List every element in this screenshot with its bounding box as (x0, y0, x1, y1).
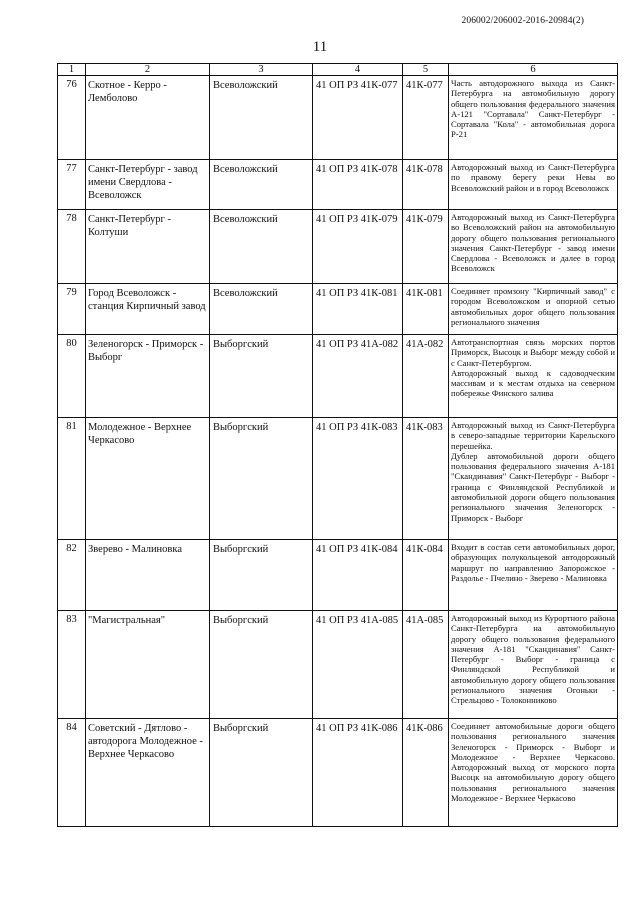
table-row (58, 76, 618, 160)
description-paragraph: Часть автодорожного выхода из Санкт-Петербурга на автомобильную дорогу общего пользования федерального значения А-121 "Сортавала" Санкт-Петербург - Сортавала "Кола" - автомобильная дорога Р-21 (451, 78, 615, 140)
id-number: 41 ОП РЗ 41К-079 (313, 210, 403, 284)
road-description (449, 418, 618, 540)
table-row (58, 611, 618, 719)
row-number: 76 (58, 76, 86, 160)
id-number: 41 ОП РЗ 41А-085 (313, 611, 403, 719)
row-number: 78 (58, 210, 86, 284)
description-paragraph: Соединяет промзону "Кирпичный завод" с городом Всеволожском и опорной сетью автомобильных дорог общего пользования регионального значения (451, 286, 615, 327)
road-description (449, 210, 618, 284)
road-name: Зеленогорск - Приморск - Выборг (86, 335, 210, 418)
road-code: 41А-085 (403, 611, 449, 719)
road-description (449, 76, 618, 160)
id-number: 41 ОП РЗ 41К-077 (313, 76, 403, 160)
road-name: Молодежное - Верхнее Черкасово (86, 418, 210, 540)
col-header-1: 1 (58, 64, 86, 76)
description-paragraph: Соединяет автомобильные дороги общего пользования регионального значения Зеленогорск - Приморск - Выборг и Молодежное - Верхнее Черкасово. Автодорожный выход от морского порта Высоцк на автомобильную дорогу общего пользования регионального значения Молодежное - Верхнее Черкасово (451, 721, 615, 804)
table-row (58, 719, 618, 827)
road-code: 41К-078 (403, 160, 449, 210)
id-number: 41 ОП РЗ 41К-084 (313, 540, 403, 611)
id-number: 41 ОП РЗ 41К-086 (313, 719, 403, 827)
description-paragraph: Автотранспортная связь морских портов Приморск, Высоцк и Выборг между собой и с Санкт-Петербургом. (451, 337, 615, 368)
description-paragraph: Автодорожный выход из Курортного района Санкт-Петербурга на автомобильную дорогу общего пользования федерального значения А-181 "Скандинавия" Санкт-Петербург - Выборг - граница с Финляндской Республикой и автомобильную дорогу общего пользования регионального значения Огоньки - Стрельцово - Толоконниково (451, 613, 615, 706)
col-header-3: 3 (210, 64, 313, 76)
col-header-2: 2 (86, 64, 210, 76)
id-number: 41 ОП РЗ 41К-081 (313, 284, 403, 335)
road-name: Город Всеволожск - станция Кирпичный завод (86, 284, 210, 335)
road-name: Санкт-Петербург - Колтуши (86, 210, 210, 284)
road-code: 41К-077 (403, 76, 449, 160)
road-code: 41А-082 (403, 335, 449, 418)
description-paragraph: Входит в состав сети автомобильных дорог, образующих полукольцевой автодорожный маршрут по направлению Запорожское - Раздолье - Пчелино - Зверево - Малиновка (451, 542, 615, 583)
description-paragraph: Автодорожный выход из Санкт-Петербурга во Всеволожский район на автомобильную дорогу общего пользования регионального значения Санкт-Петербург - завод имени Свердлова - Всеволожск и далее в город Всеволожск (451, 212, 615, 274)
table-row (58, 284, 618, 335)
district: Выборгский (210, 418, 313, 540)
header-row (58, 64, 618, 76)
document-id: 206002/206002-2016-20984(2) (461, 16, 584, 26)
id-number: 41 ОП РЗ 41К-078 (313, 160, 403, 210)
row-number: 81 (58, 418, 86, 540)
id-number: 41 ОП РЗ 41К-083 (313, 418, 403, 540)
road-name: Советский - Дятлово - автодорога Молодежное - Верхнее Черкасово (86, 719, 210, 827)
district: Выборгский (210, 719, 313, 827)
road-code: 41К-084 (403, 540, 449, 611)
col-header-6: 6 (449, 64, 618, 76)
roads-table (57, 63, 618, 827)
row-number: 80 (58, 335, 86, 418)
table-row (58, 418, 618, 540)
road-description (449, 719, 618, 827)
col-header-4: 4 (313, 64, 403, 76)
district: Выборгский (210, 335, 313, 418)
row-number: 84 (58, 719, 86, 827)
row-number: 83 (58, 611, 86, 719)
table-row (58, 210, 618, 284)
row-number: 82 (58, 540, 86, 611)
road-description (449, 540, 618, 611)
description-paragraph: Автодорожный выход из Санкт-Петербурга по правому берегу реки Невы во Всеволожский район и в город Всеволожск (451, 162, 615, 193)
road-description (449, 611, 618, 719)
table-row (58, 540, 618, 611)
road-code: 41К-086 (403, 719, 449, 827)
description-paragraph: Автодорожный выход из Санкт-Петербурга в северо-западные территории Карельского перешейка. (451, 420, 615, 451)
road-name: Зверево - Малиновка (86, 540, 210, 611)
row-number: 79 (58, 284, 86, 335)
road-description (449, 335, 618, 418)
road-code: 41К-081 (403, 284, 449, 335)
road-description (449, 160, 618, 210)
road-name: "Магистральная" (86, 611, 210, 719)
district: Всеволожский (210, 210, 313, 284)
district: Всеволожский (210, 160, 313, 210)
table-row (58, 335, 618, 418)
description-paragraph: Автодорожный выход к садоводческим массивам и к местам отдыха на северном побережье Финского залива (451, 367, 615, 399)
table-row (58, 160, 618, 210)
road-code: 41К-083 (403, 418, 449, 540)
page-number: 11 (312, 39, 328, 55)
district: Всеволожский (210, 76, 313, 160)
description-paragraph: Дублер автомобильной дороги общего пользования федерального значения А-181 "Скандинавия" Санкт-Петербург - Выборг - граница с Финляндской Республикой и автомобильной дороги общего пользования регионального значения Зеленогорск - Приморск - Выборг (451, 450, 615, 523)
road-name: Санкт-Петербург - завод имени Свердлова - Всеволожск (86, 160, 210, 210)
district: Всеволожский (210, 284, 313, 335)
road-description (449, 284, 618, 335)
row-number: 77 (58, 160, 86, 210)
district: Выборгский (210, 611, 313, 719)
district: Выборгский (210, 540, 313, 611)
id-number: 41 ОП РЗ 41А-082 (313, 335, 403, 418)
road-code: 41К-079 (403, 210, 449, 284)
col-header-5: 5 (403, 64, 449, 76)
road-name: Скотное - Керро - Лемболово (86, 76, 210, 160)
